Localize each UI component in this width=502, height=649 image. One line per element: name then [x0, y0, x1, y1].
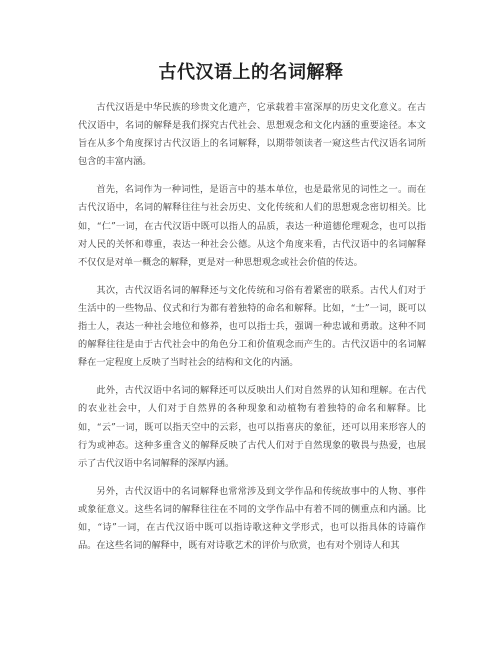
document-title: 古代汉语上的名词解释 [158, 62, 344, 83]
paragraph-4: 此外，古代汉语中名词的解释还可以反映出人们对自然界的认知和理解。在古代的农业社会中，人们对于自然界的各种现象和动植物有着独特的命名和解释。比如，“云”一词，既可以指天空中的云彩，也可以指喜庆的象征，还可以用来形容人的行为或神态。这种多重含义的解释反映了古代人们对于自然现象的敬畏与热爱，也展示了古代汉语中名词解释的深厚内涵。 [78, 385, 426, 469]
document-body [78, 99, 426, 565]
paragraph-1: 古代汉语是中华民族的珍贵文化遗产，它承载着丰富深厚的历史文化意义。在古代汉语中，名词的解释是我们探究古代社会、思想观念和文化内涵的重要途径。本文旨在从多个角度探讨古代汉语上的名词解释，以期带领读者一窥这些古代汉语名词所包含的丰富内涵。 [78, 102, 426, 168]
paragraph-2: 首先，名词作为一种词性，是语言中的基本单位，也是最常见的词性之一。而在古代汉语中，名词的解释往往与社会历史、文化传统和人们的思想观念密切相关。比如，“仁”一词，在古代汉语中既可以指人的品质，表达一种道德伦理观念，也可以指对人民的关怀和尊重，表达一种社会公德。从这个角度来看，古代汉语中的名词解释不仅仅是对单一概念的解释，更是对一种思想观念或社会价值的传达。 [78, 184, 426, 268]
paragraph-3: 其次，古代汉语名词的解释还与文化传统和习俗有着紧密的联系。古代人们对于生活中的一些物品、仪式和行为都有着独特的命名和解释。比如，“士”一词，既可以指士人，表达一种社会地位和修养，也可以指士兵，强调一种忠诚和勇敢。这种不同的解释往往是由于古代社会中的角色分工和价值观念而产生的。古代汉语中的名词解释在一定程度上反映了当时社会的结构和文化的内涵。 [78, 284, 426, 369]
paragraph-5: 另外，古代汉语中的名词解释也常常涉及到文学作品和传统故事中的人物、事件或象征意义。这些名词的解释往往在不同的文学作品中有着不同的侧重点和内涵。比如，“诗”一词，在古代汉语中既可以指诗歌这种文学形式，也可以指具体的诗篇作品。在这些名词的解释中，既有对诗歌艺术的评价与欣赏，也有对个别诗人和其 [78, 485, 426, 552]
